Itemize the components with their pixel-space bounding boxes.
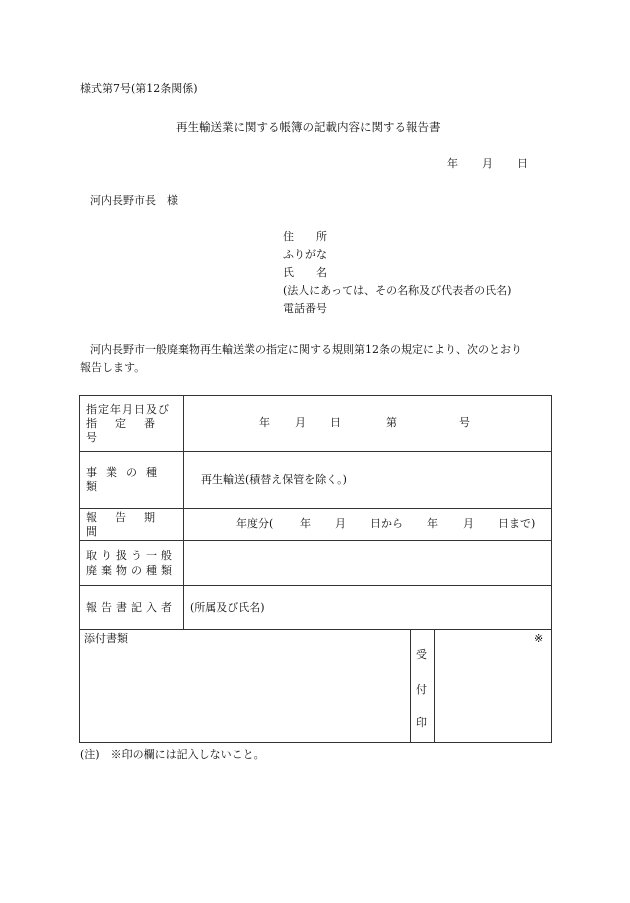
row-waste-type-label-line2: 廃棄物の種類 <box>86 564 176 577</box>
stamp-label-2: 付 <box>416 683 427 696</box>
row-reporter-label-text: 報告書記入者 <box>86 600 176 614</box>
footnote: (注) ※印の欄には記入しないこと。 <box>80 748 265 761</box>
row-designation-label-line1: 指定年月日及び <box>86 402 170 416</box>
applicant-address-label: 住 所 <box>283 230 327 243</box>
row-reporter-value: (所属及び氏名) <box>190 601 265 614</box>
applicant-corporate-note: (法人にあっては、その名称及び代表者の氏名) <box>283 284 512 297</box>
row-designation-month: 月 <box>295 416 306 429</box>
row-period-label <box>80 509 183 540</box>
row-designation-day: 日 <box>330 416 341 429</box>
row-period-year-from: 年 <box>300 517 311 530</box>
date-month-label: 月 <box>482 157 493 170</box>
addressee: 河内長野市長 様 <box>90 194 178 207</box>
office-use-mark: ※ <box>534 632 544 645</box>
stamp-label-1: 受 <box>416 648 427 661</box>
date-year-label: 年 <box>447 157 458 170</box>
document-title: 再生輸送業に関する帳簿の記載内容に関する報告書 <box>176 120 441 134</box>
row-period-month-to: 月 <box>463 517 474 530</box>
row-designation-gou: 号 <box>459 416 470 429</box>
table-stamp-divider-left <box>410 629 411 743</box>
applicant-phone-label: 電話番号 <box>283 302 327 315</box>
row-business-type-value: 再生輸送(積替え保管を除く。) <box>201 473 347 486</box>
row-period-day-from: 日から <box>370 517 403 530</box>
applicant-furigana-label: ふりがな <box>283 248 327 261</box>
row-reporter-label <box>80 586 183 629</box>
row-waste-type-label-line1: 取り扱う一般 <box>86 549 176 562</box>
row-business-type-label <box>80 452 183 508</box>
row-designation-dai: 第 <box>386 416 397 429</box>
statement-line-1: 河内長野市一般廃棄物再生輸送業の指定に関する規則第12条の規定により、次のとおり <box>90 343 522 356</box>
row-waste-type-label <box>80 541 183 585</box>
row-designation-label-line2: 指定番号 <box>86 416 173 444</box>
row-period-label-text: 報告期間 <box>86 510 173 538</box>
row-period-year-to: 年 <box>427 517 438 530</box>
stamp-label-3: 印 <box>416 716 427 729</box>
row-period-fiscal: 年度分( <box>236 517 274 530</box>
row-period-month-from: 月 <box>335 517 346 530</box>
table-column-divider <box>183 395 184 629</box>
date-day-label: 日 <box>517 157 528 170</box>
statement-line-2: 報告します。 <box>80 361 146 374</box>
applicant-name-label: 氏 名 <box>283 266 327 279</box>
row-designation-year: 年 <box>259 416 270 429</box>
table-row-divider <box>79 629 552 630</box>
row-business-type-label-text: 事業の種類 <box>86 466 166 493</box>
attachments-label: 添付書類 <box>84 632 128 645</box>
row-period-day-to: 日まで) <box>498 517 536 530</box>
form-number: 様式第7号(第12条関係) <box>80 82 198 95</box>
row-designation-label <box>80 396 183 451</box>
table-stamp-divider-right <box>434 629 435 743</box>
